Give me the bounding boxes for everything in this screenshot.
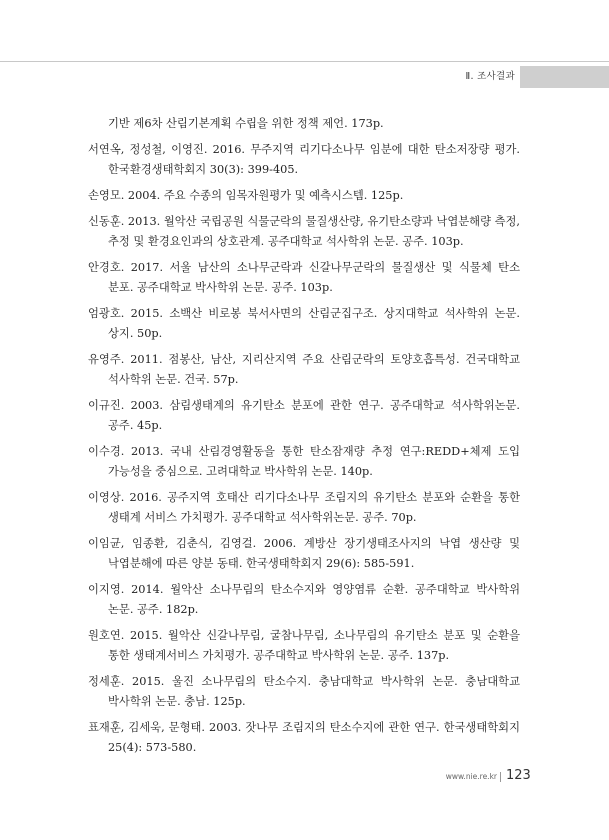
footer-url: www.nie.re.kr — [445, 772, 497, 781]
reference-list — [88, 114, 520, 764]
reference-item: 정세훈. 2015. 울진 소나무림의 탄소수지. 충남대학교 박사학위 논문. 충남대학교 박사학위 논문. 충남. 125p. — [88, 675, 520, 708]
footer-separator — [500, 772, 501, 782]
reference-item: 이영상. 2016. 공주지역 호태산 리기다소나무 조림지의 유기탄소 분포와 순환을 통한 생태계 서비스 가치평가. 공주대학교 석사학위논문. 공주. 70p. — [88, 491, 520, 524]
reference-item: 이수경. 2013. 국내 산림경영활동을 통한 탄소잠재량 추정 연구:REDD+체제 도입 가능성을 중심으로. 고려대학교 박사학위 논문. 140p. — [88, 445, 520, 478]
reference-item: 표재훈, 김세욱, 문형태. 2003. 잣나무 조림지의 탄소수지에 관한 연구. 한국생태학회지 25(4): 573-580. — [88, 721, 520, 754]
reference-item: 안경호. 2017. 서울 남산의 소나무군락과 신갈나무군락의 물질생산 및 식물체 탄소 분포. 공주대학교 박사학위 논문. 공주. 103p. — [88, 261, 520, 294]
reference-item: 원호연. 2015. 월악산 신갈나무림, 굴참나무림, 소나무림의 유기탄소 분포 및 순환을 통한 생태계서비스 가치평가. 공주대학교 박사학위 논문. 공주. 137p. — [88, 629, 520, 662]
reference-item: 서연옥, 정성철, 이영진. 2016. 무주지역 리기다소나무 임분에 대한 탄소저장량 평가. 한국환경생태학회지 30(3): 399-405. — [88, 143, 520, 176]
reference-item: 이규진. 2003. 삼림생태계의 유기탄소 분포에 관한 연구. 공주대학교 석사학위논문. 공주. 45p. — [88, 399, 520, 432]
page-number: 123 — [506, 768, 531, 783]
section-label: Ⅱ. 조사결과 — [465, 71, 515, 82]
header-rule — [0, 61, 609, 62]
reference-item: 유영주. 2011. 점봉산, 남산, 지리산지역 주요 산림군락의 토양호흡특성. 건국대학교 석사학위 논문. 건국. 57p. — [88, 353, 520, 386]
section-tab — [520, 66, 609, 88]
reference-item: 이임균, 임종환, 김춘식, 김영걸. 2006. 계방산 장기생태조사지의 낙엽 생산량 및 낙엽분해에 따른 양분 동태. 한국생태학회지 29(6): 585-591. — [88, 537, 520, 570]
reference-item: 손영모. 2004. 주요 수종의 임목자원평가 및 예측시스템. 125p. — [88, 189, 404, 202]
reference-item: 신동훈. 2013. 월악산 국립공원 식물군락의 물질생산량, 유기탄소량과 낙엽분해량 측정, 추정 및 환경요인과의 상호관계. 공주대학교 석사학위 논문. 공주. 103p. — [88, 215, 520, 248]
reference-item: 엄광호. 2015. 소백산 비로봉 북서사면의 산림군집구조. 상지대학교 석사학위 논문. 상지. 50p. — [88, 307, 520, 340]
reference-item: 이지영. 2014. 월악산 소나무림의 탄소수지와 영양염류 순환. 공주대학교 박사학위 논문. 공주. 182p. — [88, 583, 520, 616]
reference-item: 기반 제6차 산림기본계획 수립을 위한 정책 제언. 173p. — [108, 117, 384, 130]
